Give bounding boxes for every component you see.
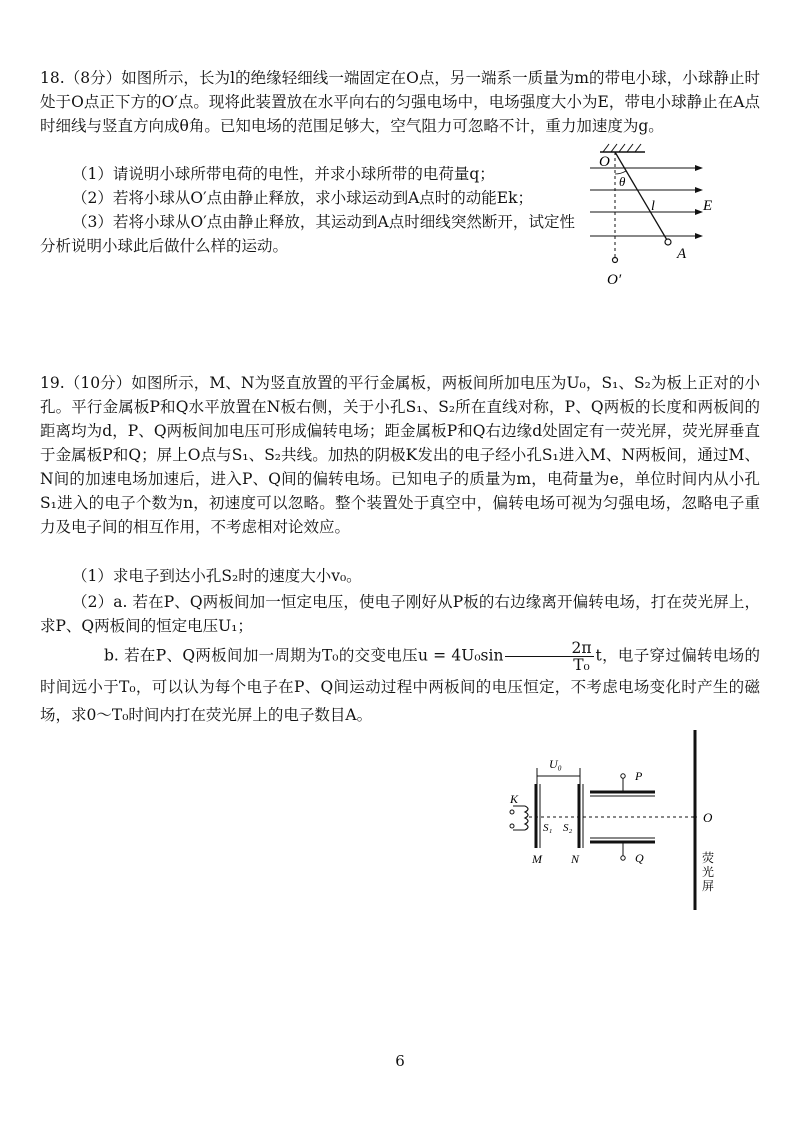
label-k: K xyxy=(510,792,519,806)
screen-label-2: 光 xyxy=(702,865,715,879)
q19-part-2a: （2）a. 若在P、Q两板间加一恒定电压，使电子刚好从P板的右边缘离开偏转电场，打在荧光屏上，求P、Q两板间的恒定电压U₁； xyxy=(40,593,760,635)
page-number: 6 xyxy=(395,1052,405,1070)
q18-part-3: （3）若将小球从O′点由静止释放，其运动到A点时细线突然断开，试定性分析说明小球此后做什么样的运动。 xyxy=(40,213,575,255)
string-line xyxy=(615,152,667,240)
ball-a xyxy=(665,239,671,245)
label-s1: S₁ xyxy=(543,822,553,834)
ball-oprime xyxy=(613,258,618,263)
label-n: N xyxy=(571,852,580,866)
q19-part-1: （1）求电子到达小孔S₂时的速度大小v₀。 xyxy=(72,567,362,585)
q18-intro: 18.（8分）如图所示，长为l的绝缘轻细线一端固定在O点，另一端系一质量为m的带电小球，小球静止时处于O点正下方的O′点。现将此装置放在水平向右的匀强电场中，电场强度大小为E，带电小球静止在A点时细线与竖直方向成θ角。已知电场的范围足够大，空气阻力可忽略不计，重力加速度为g。 xyxy=(40,69,760,135)
label-oprime: O′ xyxy=(607,272,622,288)
fraction xyxy=(505,640,593,673)
q19-figure xyxy=(505,728,735,913)
q18-part-2: （2）若将小球从O′点由静止释放，求小球运动到A点时的动能Ek； xyxy=(72,189,533,207)
part-2b-post: t，电子穿过偏转电场的时间远小于T₀，可以认为每个电子在P、Q间运动过程中两板间的电压恒定，不考虑电场变化时产生的磁场，求0～T₀时间内打在荧光屏上的电子数目A。 xyxy=(40,646,761,724)
fraction-numerator: 2π xyxy=(505,640,593,657)
label-u0: U₀ xyxy=(549,757,562,771)
field-lines xyxy=(590,168,695,236)
part-2b-pre: b. 若在P、Q两板间加一周期为T₀的交变电压u = 4U₀sin xyxy=(104,646,504,665)
cathode-k xyxy=(525,806,528,830)
screen-label-1: 荧 xyxy=(702,851,715,865)
fraction-denominator: T₀ xyxy=(573,656,590,674)
label-o: O xyxy=(703,810,713,825)
label-s2: S₂ xyxy=(563,822,573,834)
label-m: M xyxy=(532,852,542,866)
label-l: l xyxy=(651,199,655,214)
label-theta: θ xyxy=(619,174,626,189)
q18-figure xyxy=(585,140,725,290)
q19-part-2b xyxy=(40,640,760,729)
label-p: P xyxy=(635,769,643,783)
ceiling-hatch xyxy=(603,144,641,152)
label-o: O xyxy=(599,154,610,170)
label-q: Q xyxy=(635,851,644,865)
screen-label-3: 屏 xyxy=(702,879,715,893)
q19-intro: 19.（10分）如图所示，M、N为竖直放置的平行金属板，两板间所加电压为U₀，S₁、S₂为板上正对的小孔。平行金属板P和Q水平放置在N板右侧，关于小孔S₁、S₂所在直线对称，P、Q两板的长度和两板间的距离均为d，P、Q两板间加电压可形成偏转电场；距金属板P和Q右边缘d处固定有一荧光屏，荧光屏垂直于金属板P和Q；屏上O点与S₁、S₂共线。加热的阴极K发出的电子经小孔S₁进入M、N两板间，通过M、N间的加速电场加速后，进入P、Q间的偏转电场。已知电子的质量为m，电荷量为e，单位时间内从小孔S₁进入的电子个数为n，初速度可以忽略。整个装置处于真空中，偏转电场可视为匀强电场，忽略电子重力及电子间的相互作用，不考虑相对论效应。 xyxy=(40,374,760,536)
label-a: A xyxy=(677,246,687,262)
label-e: E xyxy=(703,198,713,214)
field-arrowheads xyxy=(695,165,703,239)
q18-part-1: （1）请说明小球所带电荷的电性，并求小球所带的电荷量q； xyxy=(72,165,495,183)
